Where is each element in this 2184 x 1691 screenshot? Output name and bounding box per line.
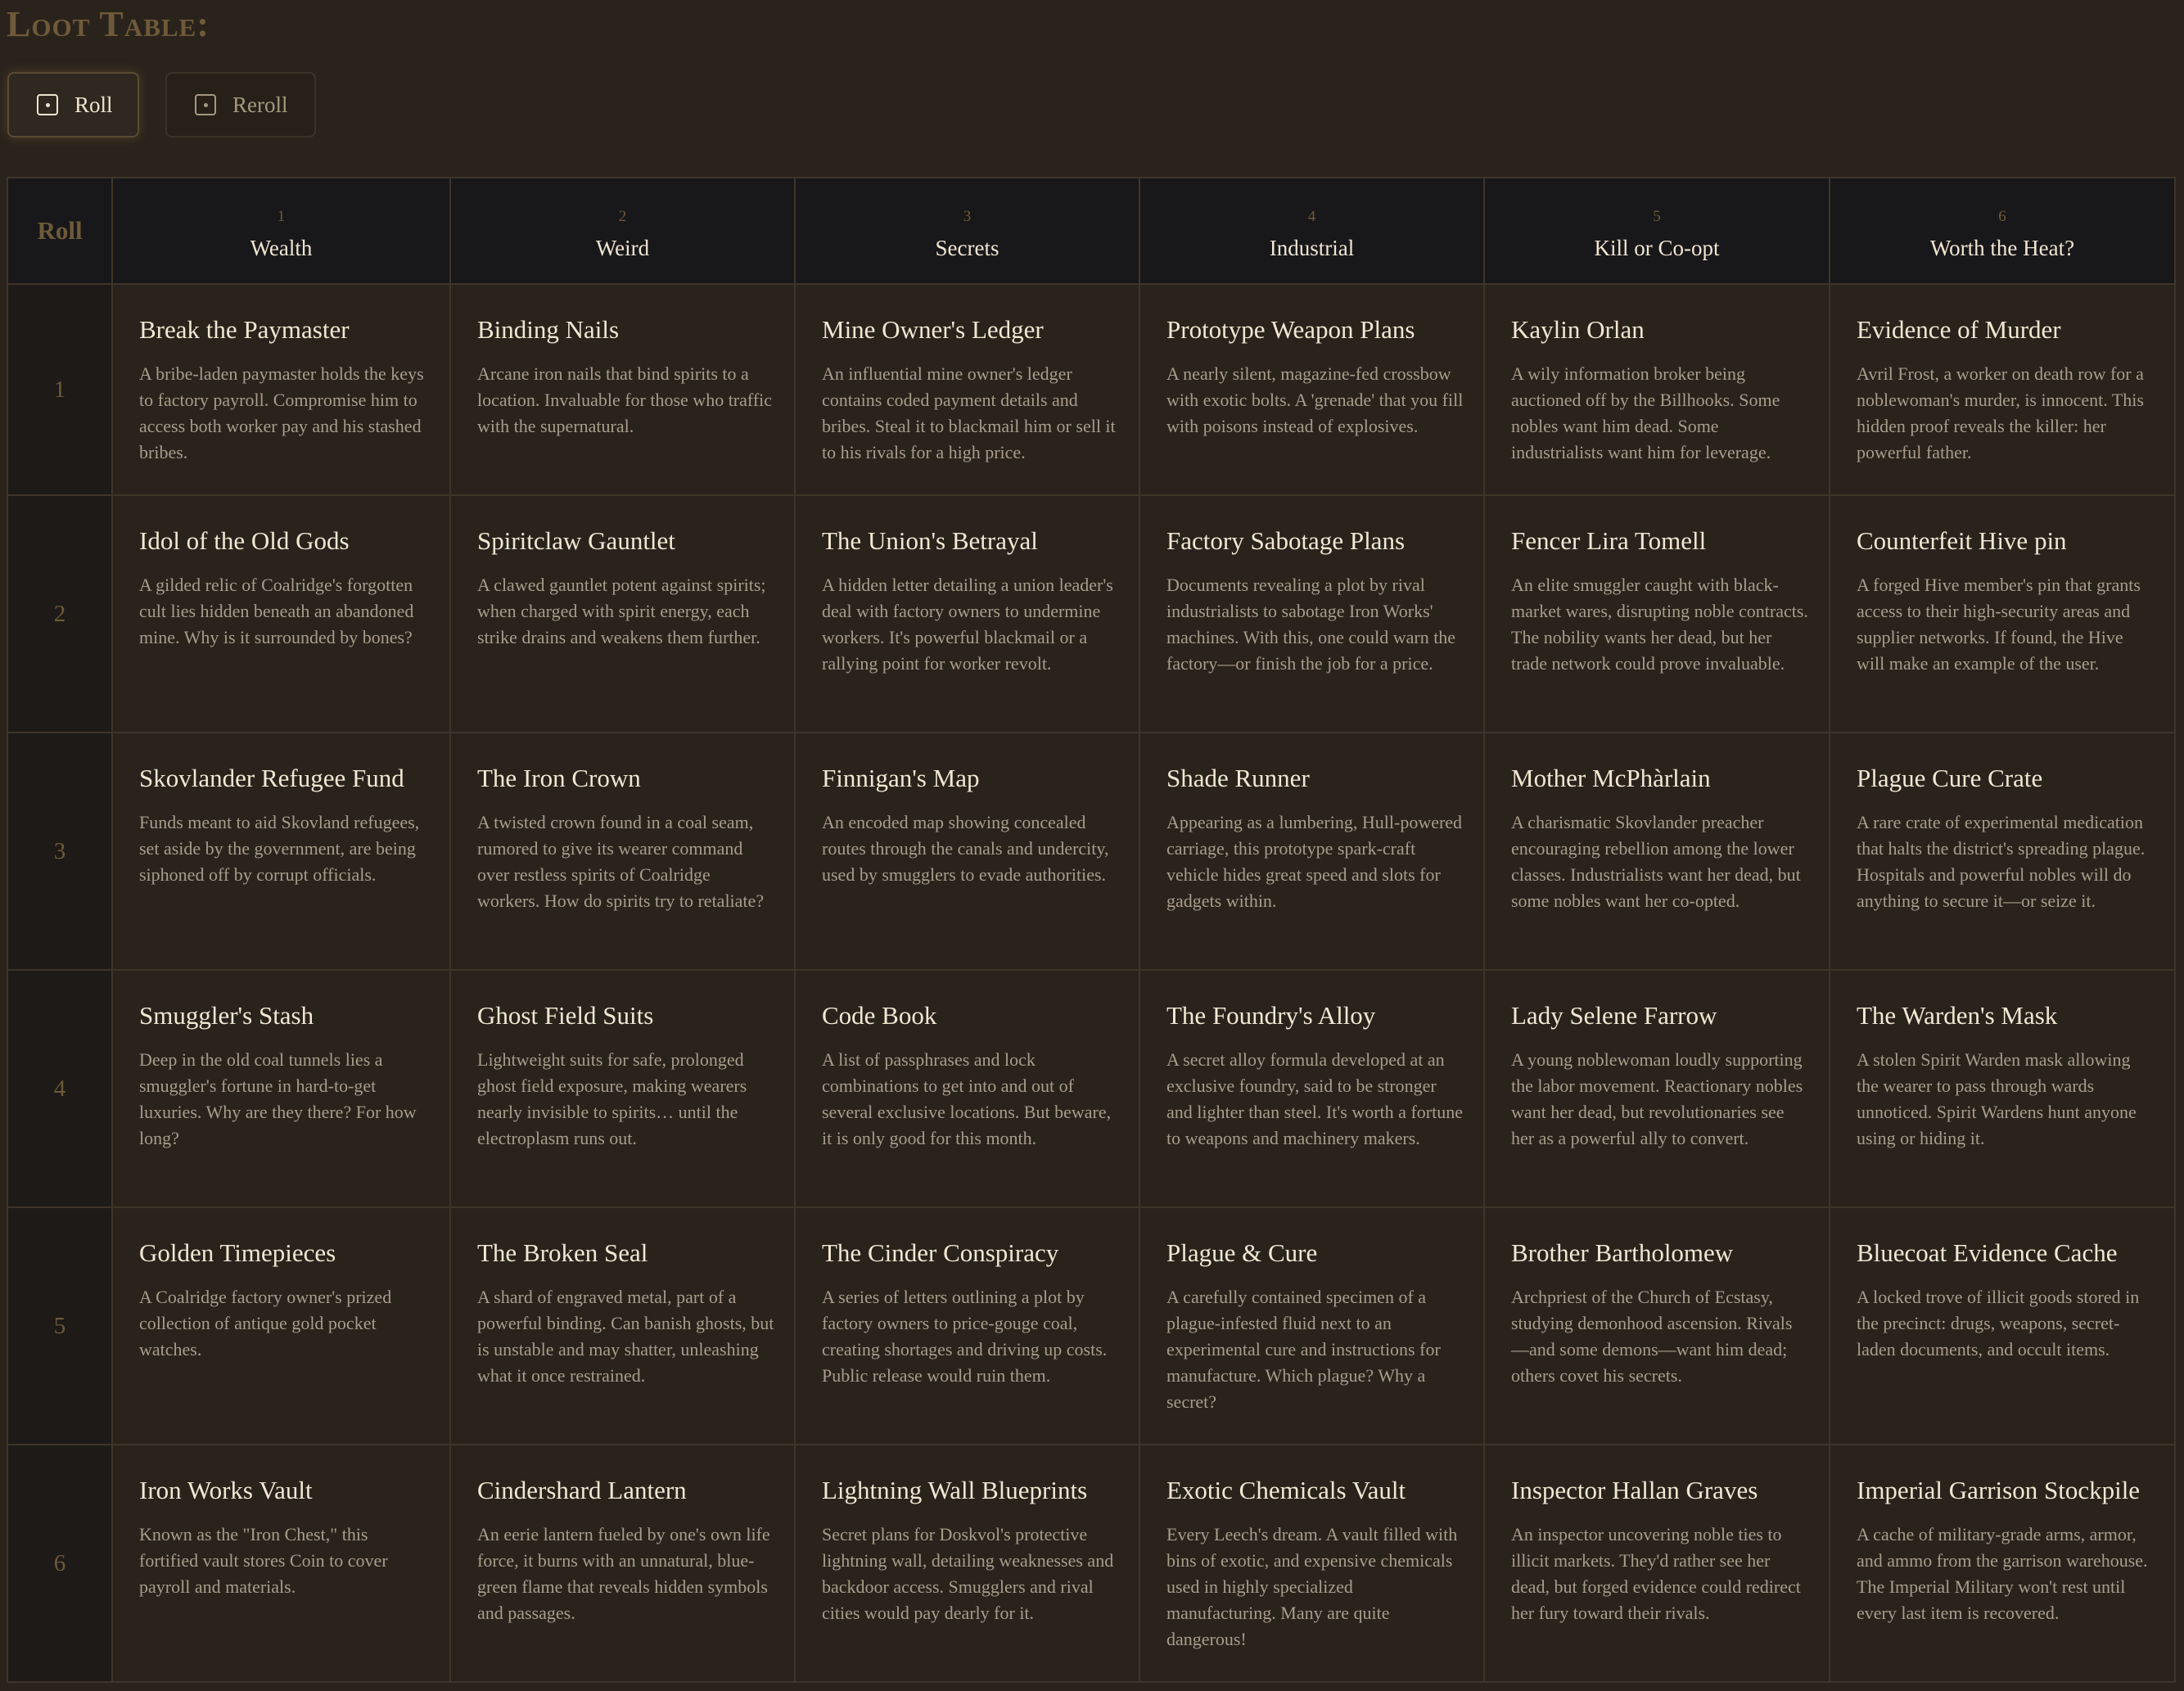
- loot-title: Kaylin Orlan: [1511, 315, 1645, 344]
- loot-description: A carefully contained specimen of a plague-infested fluid next to an experimental cure and instructions for manufacture. Which plague? Why a secret?: [1166, 1287, 1441, 1413]
- column-number: 4: [1307, 207, 1316, 225]
- loot-description: A rare crate of experimental medication that halts the district's spreading plague. Hospitals and powerful nobles will do anything to secure it—or seize it.: [1857, 812, 2146, 912]
- loot-cell[interactable]: [1830, 970, 2175, 1207]
- column-number: 6: [1998, 207, 2006, 225]
- loot-cell[interactable]: [795, 733, 1139, 970]
- loot-cell[interactable]: [795, 970, 1139, 1207]
- column-name: Wealth: [250, 235, 313, 260]
- loot-description: A bribe-laden paymaster holds the keys to factory payroll. Compromise him to access both worker pay and his stashed bribes.: [139, 363, 424, 463]
- die-icon: [195, 94, 216, 115]
- loot-cell[interactable]: [1484, 495, 1830, 733]
- loot-title: Evidence of Murder: [1857, 315, 2061, 344]
- loot-title: Lightning Wall Blueprints: [822, 1476, 1088, 1504]
- column-number: 2: [618, 207, 627, 225]
- loot-cell[interactable]: [450, 970, 795, 1207]
- loot-cell[interactable]: [112, 970, 450, 1207]
- loot-title: The Warden's Mask: [1857, 1001, 2058, 1030]
- loot-title: Mine Owner's Ledger: [822, 315, 1044, 344]
- loot-cell[interactable]: [1139, 1207, 1484, 1445]
- loot-description: A list of passphrases and lock combinations to get into and out of several exclusive locations. But beware, it is only good for this month.: [822, 1049, 1112, 1149]
- loot-cell[interactable]: [450, 1207, 795, 1445]
- column-header: [1830, 178, 2175, 284]
- loot-description: A wily information broker being auctioned off by the Billhooks. Some nobles want him dead. Some industrialists want him for leverage.: [1511, 363, 1780, 463]
- loot-title: Fencer Lira Tomell: [1511, 526, 1707, 555]
- loot-description: A Coalridge factory owner's prized collection of antique gold pocket watches.: [139, 1287, 392, 1360]
- loot-cell[interactable]: [112, 733, 450, 970]
- loot-cell[interactable]: [1139, 284, 1484, 495]
- column-header: [1484, 178, 1830, 284]
- loot-cell[interactable]: [450, 284, 795, 495]
- loot-title: Factory Sabotage Plans: [1166, 526, 1406, 555]
- loot-description: An elite smuggler caught with black-market wares, disrupting noble contracts. The nobility wants her dead, but her trade network could prove invaluable.: [1511, 575, 1808, 674]
- loot-cell[interactable]: [112, 1445, 450, 1682]
- loot-cell[interactable]: [112, 495, 450, 733]
- roll-button[interactable]: [7, 72, 139, 138]
- reroll-button-label: Reroll: [232, 92, 288, 117]
- loot-title: Brother Bartholomew: [1511, 1238, 1734, 1267]
- column-number: 3: [963, 207, 972, 225]
- table-header-row: [7, 178, 2175, 284]
- row-number: 6: [7, 1445, 112, 1682]
- page-title: Loot Table:: [7, 4, 210, 44]
- column-header: [450, 178, 795, 284]
- column-header: [1139, 178, 1484, 284]
- loot-description: A twisted crown found in a coal seam, rumored to give its wearer command over restless spirits of Coalridge workers. How do spirits try to retaliate?: [477, 812, 765, 912]
- loot-description: A forged Hive member's pin that grants access to their high-security areas and supplier networks. If found, the Hive will make an example of the user.: [1857, 575, 2141, 674]
- loot-title: Idol of the Old Gods: [139, 526, 350, 555]
- loot-description: An inspector uncovering noble ties to illicit markets. They'd rather see her dead, but forged evidence could redirect her fury toward their rivals.: [1511, 1524, 1801, 1624]
- row-number: 4: [7, 970, 112, 1207]
- loot-cell[interactable]: [1830, 1445, 2175, 1682]
- column-name: Weird: [595, 235, 650, 260]
- column-name: Secrets: [935, 235, 999, 260]
- loot-title: Smuggler's Stash: [139, 1001, 314, 1030]
- loot-cell[interactable]: [795, 495, 1139, 733]
- loot-description: Documents revealing a plot by rival industrialists to sabotage Iron Works' machines. With this, one could warn the factory—or finish the job for a price.: [1166, 575, 1456, 674]
- loot-title: Binding Nails: [477, 315, 620, 344]
- loot-cell[interactable]: [1139, 733, 1484, 970]
- loot-title: Plague & Cure: [1166, 1238, 1318, 1267]
- loot-title: Code Book: [822, 1001, 937, 1030]
- loot-cell[interactable]: [450, 1445, 795, 1682]
- loot-description: Every Leech's dream. A vault filled with bins of exotic, and expensive chemicals used in highly specialized manufacturing. Many are quite dangerous!: [1166, 1524, 1458, 1650]
- loot-title: The Union's Betrayal: [822, 526, 1038, 555]
- table-row: [7, 284, 2175, 495]
- loot-cell[interactable]: [795, 284, 1139, 495]
- loot-title: Counterfeit Hive pin: [1857, 526, 2067, 555]
- loot-title: Cindershard Lantern: [477, 1476, 687, 1504]
- roll-button-label: Roll: [74, 92, 113, 117]
- roll-column-header: [7, 178, 112, 284]
- table-row: [7, 1207, 2175, 1445]
- loot-cell[interactable]: [1484, 970, 1830, 1207]
- loot-title: Prototype Weapon Plans: [1166, 315, 1415, 344]
- column-name: Worth the Heat?: [1929, 235, 2075, 260]
- loot-title: The Broken Seal: [477, 1238, 648, 1267]
- loot-description: A secret alloy formula developed at an exclusive foundry, said to be stronger and lighter than steel. It's worth a fortune to weapons and machinery makers.: [1166, 1049, 1463, 1149]
- loot-title: Break the Paymaster: [139, 315, 350, 344]
- die-icon: [37, 94, 58, 115]
- row-number: 1: [7, 284, 112, 495]
- loot-description: An eerie lantern fueled by one's own life force, it burns with an unnatural, blue-green flame that reveals hidden symbols and passages.: [477, 1524, 770, 1624]
- loot-title: Skovlander Refugee Fund: [139, 764, 404, 792]
- reroll-button[interactable]: [165, 72, 316, 138]
- loot-title: Ghost Field Suits: [477, 1001, 654, 1030]
- table-row: [7, 733, 2175, 970]
- roll-column-label: Roll: [37, 216, 83, 245]
- loot-description: A charismatic Skovlander preacher encouraging rebellion among the lower classes. Industrialists want her dead, but some nobles want her co-opted.: [1511, 812, 1801, 912]
- loot-cell[interactable]: [1484, 733, 1830, 970]
- loot-description: A clawed gauntlet potent against spirits; when charged with spirit energy, each strike drains and weakens them further.: [477, 575, 766, 648]
- loot-cell[interactable]: [450, 733, 795, 970]
- loot-cell[interactable]: [1139, 970, 1484, 1207]
- loot-title: Lady Selene Farrow: [1511, 1001, 1717, 1030]
- loot-description: A nearly silent, magazine-fed crossbow with exotic bolts. A 'grenade' that you fill with poisons instead of explosives.: [1166, 363, 1464, 437]
- loot-cell[interactable]: [1484, 284, 1830, 495]
- loot-cell[interactable]: [795, 1445, 1139, 1682]
- loot-description: A series of letters outlining a plot by factory owners to price-gouge coal, creating shortages and driving up costs. Public release would ruin them.: [822, 1287, 1108, 1387]
- loot-description: Archpriest of the Church of Ecstasy, studying demonhood ascension. Rivals—and some demons—want him dead; others covet his secrets.: [1511, 1287, 1793, 1387]
- loot-description: Arcane iron nails that bind spirits to a location. Invaluable for those who traffic with the supernatural.: [477, 363, 773, 437]
- loot-cell[interactable]: [1484, 1207, 1830, 1445]
- row-number: 5: [7, 1207, 112, 1445]
- loot-title: Finnigan's Map: [822, 764, 980, 792]
- loot-description: Known as the "Iron Chest," this fortified vault stores Coin to cover payroll and materials.: [139, 1524, 388, 1598]
- loot-description: Secret plans for Doskvol's protective lightning wall, detailing weaknesses and backdoor access. Smugglers and rival cities would pay dearly for it.: [822, 1524, 1114, 1624]
- loot-description: A gilded relic of Coalridge's forgotten cult lies hidden beneath an abandoned mine. Why is it surrounded by bones?: [139, 575, 414, 648]
- action-bar: [7, 72, 316, 138]
- loot-cell[interactable]: [1830, 495, 2175, 733]
- loot-description: A stolen Spirit Warden mask allowing the wearer to pass through wards unnoticed. Spirit Wardens hunt anyone using or hiding it.: [1857, 1049, 2137, 1149]
- column-number: 1: [277, 207, 286, 225]
- column-name: Industrial: [1269, 235, 1355, 260]
- loot-description: An influential mine owner's ledger contains coded payment details and bribes. Steal it to blackmail him or sell it to his rivals for a high price.: [822, 363, 1116, 463]
- loot-cell[interactable]: [112, 284, 450, 495]
- loot-title: Spiritclaw Gauntlet: [477, 526, 675, 555]
- loot-cell[interactable]: [1139, 495, 1484, 733]
- loot-title: Imperial Garrison Stockpile: [1857, 1476, 2141, 1504]
- loot-description: A young noblewoman loudly supporting the labor movement. Reactionary nobles want her dead, but revolutionaries see her as a powerful ally to convert.: [1511, 1049, 1803, 1149]
- loot-description: Funds meant to aid Skovland refugees, set aside by the government, are being siphoned off by corrupt officials.: [139, 812, 420, 886]
- loot-title: Golden Timepieces: [139, 1238, 336, 1267]
- loot-cell[interactable]: [1830, 284, 2175, 495]
- loot-description: A shard of engraved metal, part of a powerful binding. Can banish ghosts, but is unstable and may shatter, unleashing what it once restrained.: [477, 1287, 774, 1387]
- loot-description: An encoded map showing concealed routes through the canals and undercity, used by smugglers to evade authorities.: [822, 812, 1109, 886]
- loot-description: Deep in the old coal tunnels lies a smuggler's fortune in hard-to-get luxuries. Why are they there? For how long?: [139, 1049, 417, 1149]
- loot-description: A locked trove of illicit goods stored in the precinct: drugs, weapons, secret-laden documents, and occult items.: [1857, 1287, 2140, 1360]
- loot-description: A cache of military-grade arms, armor, and ammo from the garrison warehouse. The Imperial Military won't rest until every last item is recovered.: [1857, 1524, 2148, 1624]
- loot-title: The Foundry's Alloy: [1166, 1001, 1376, 1030]
- loot-title: Exotic Chemicals Vault: [1166, 1476, 1406, 1504]
- loot-cell[interactable]: [112, 1207, 450, 1445]
- loot-title: Iron Works Vault: [139, 1476, 313, 1504]
- table-row: [7, 970, 2175, 1207]
- loot-title: The Cinder Conspiracy: [822, 1238, 1059, 1267]
- column-header: [112, 178, 450, 284]
- loot-cell[interactable]: [1139, 1445, 1484, 1682]
- loot-title: The Iron Crown: [477, 764, 641, 792]
- column-name: Kill or Co-opt: [1594, 235, 1720, 260]
- loot-cell[interactable]: [1830, 733, 2175, 970]
- loot-title: Plague Cure Crate: [1857, 764, 2043, 792]
- loot-description: Appearing as a lumbering, Hull-powered carriage, this prototype spark-craft vehicle hides great speed and slots for gadgets within.: [1166, 812, 1463, 912]
- loot-description: Lightweight suits for safe, prolonged ghost field exposure, making wearers nearly invisible to spirits… until the electroplasm runs out.: [477, 1049, 747, 1149]
- loot-cell[interactable]: [1830, 1207, 2175, 1445]
- loot-title: Bluecoat Evidence Cache: [1857, 1238, 2118, 1267]
- column-number: 5: [1653, 207, 1661, 225]
- table-row: [7, 1445, 2175, 1682]
- row-number: 2: [7, 495, 112, 733]
- loot-cell[interactable]: [450, 495, 795, 733]
- loot-cell[interactable]: [795, 1207, 1139, 1445]
- table-row: [7, 495, 2175, 733]
- loot-title: Inspector Hallan Graves: [1511, 1476, 1758, 1504]
- loot-title: Shade Runner: [1166, 764, 1310, 792]
- loot-description: A hidden letter detailing a union leader's deal with factory owners to undermine workers. It's powerful blackmail or a rallying point for worker revolt.: [822, 575, 1113, 674]
- column-header: [795, 178, 1139, 284]
- loot-description: Avril Frost, a worker on death row for a noblewoman's murder, is innocent. This hidden proof reveals the killer: her powerful father.: [1857, 363, 2144, 463]
- loot-table: [7, 177, 2176, 1683]
- row-number: 3: [7, 733, 112, 970]
- loot-cell[interactable]: [1484, 1445, 1830, 1682]
- loot-title: Mother McPhàrlain: [1511, 764, 1711, 792]
